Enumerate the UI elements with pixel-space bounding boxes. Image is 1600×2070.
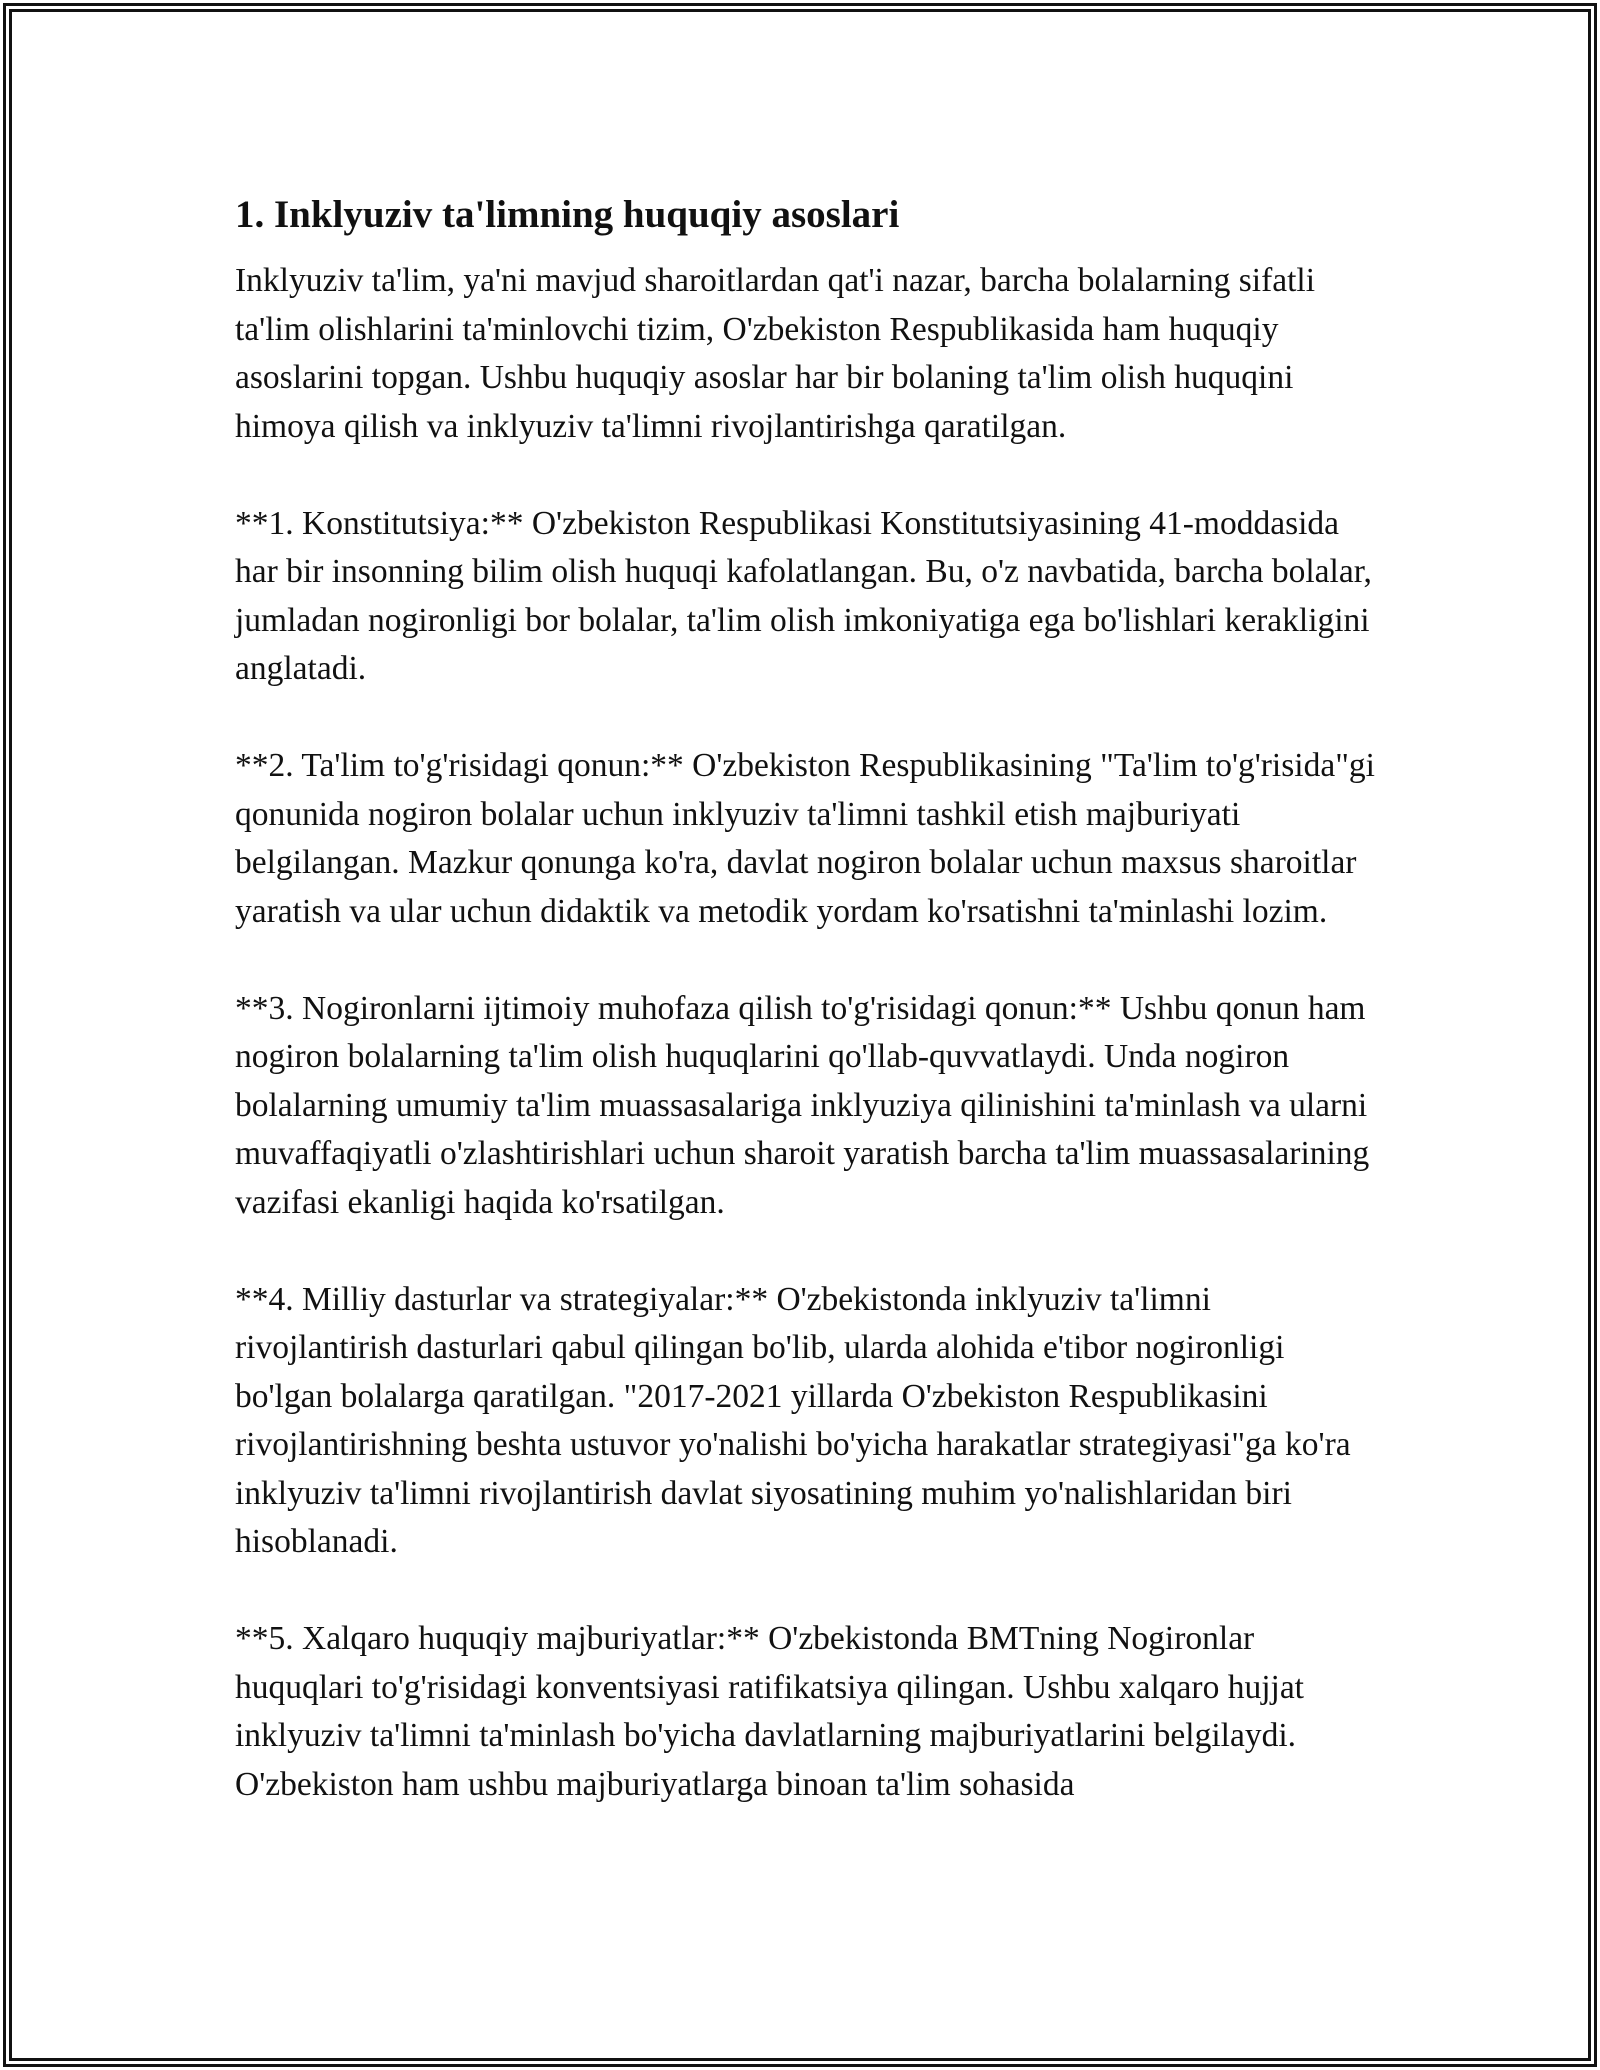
paragraph-international-obligations: **5. Xalqaro huquqiy majburiyatlar:** O'zbekistonda BMTning Nogironlar huquqlari to'g'risidagi konventsiyasi ratifikatsiya qilingan. Ushbu xalqaro hujjat inklyuziv ta'limni ta'minlash bo'yicha davlatlarning majburiyatlarini belgilaydi. O'zbekiston ham ushbu majburiyatlarga binoan ta'lim sohasida [235, 1620, 1304, 1803]
intro-paragraph: Inklyuziv ta'lim, ya'ni mavjud sharoitlardan qat'i nazar, barcha bolalarning sifatli ta'lim olishlarini ta'minlovchi tizim, O'zbekiston Respublikasida ham huquqiy asoslarini topgan. Ushbu huquqiy asoslar har bir bolaning ta'lim olish huquqini himoya qilish va inklyuziv ta'limni rivojlantirishga qaratilgan. [235, 262, 1316, 445]
paragraph-education-law: **2. Ta'lim to'g'risidagi qonun:** O'zbekiston Respublikasining "Ta'lim to'g'risida"gi qonunida nogiron bolalar uchun inklyuziv ta'limni tashkil etish majburiyati belgilangan. Mazkur qonunga ko'ra, davlat nogiron bolalar uchun maxsus sharoitlar yaratish va ular uchun didaktik va metodik yordam ko'rsatishni ta'minlashi lozim. [235, 747, 1375, 930]
document-body [235, 185, 1375, 1809]
paragraph-constitution: **1. Konstitutsiya:** O'zbekiston Respublikasi Konstitutsiyasining 41-moddasida har bir insonning bilim olish huquqi kafolatlangan. Bu, o'z navbatida, barcha bolalar, jumladan nogironligi bor bolalar, ta'lim olish imkoniyatiga ega bo'lishlari kerakligini anglatadi. [235, 504, 1372, 687]
paragraph-national-programs: **4. Milliy dasturlar va strategiyalar:** O'zbekistonda inklyuziv ta'limni rivojlantirish dasturlari qabul qilingan bo'lib, ularda alohida e'tibor nogironligi bo'lgan bolalarga qaratilgan. "2017-2021 yillarda O'zbekiston Respublikasini rivojlantirishning beshta ustuvor yo'nalishi bo'yicha harakatlar strategiyasi"ga ko'ra inklyuziv ta'limni rivojlantirish davlat siyosatining muhim yo'nalishlaridan biri hisoblanadi. [235, 1280, 1351, 1560]
paragraph-social-protection-law: **3. Nogironlarni ijtimoiy muhofaza qilish to'g'risidagi qonun:** Ushbu qonun ham nogiron bolalarning ta'lim olish huquqlarini qo'llab-quvvatlaydi. Unda nogiron bolalarning umumiy ta'lim muassasalariga inklyuziya qilinishini ta'minlash va ularni muvaffaqiyatli o'zlashtirishlari uchun sharoit yaratish barcha ta'lim muassasalarining vazifasi ekanligi haqida ko'rsatilgan. [235, 989, 1370, 1221]
section-heading: 1. Inklyuziv ta'limning huquqiy asoslari [235, 193, 900, 236]
